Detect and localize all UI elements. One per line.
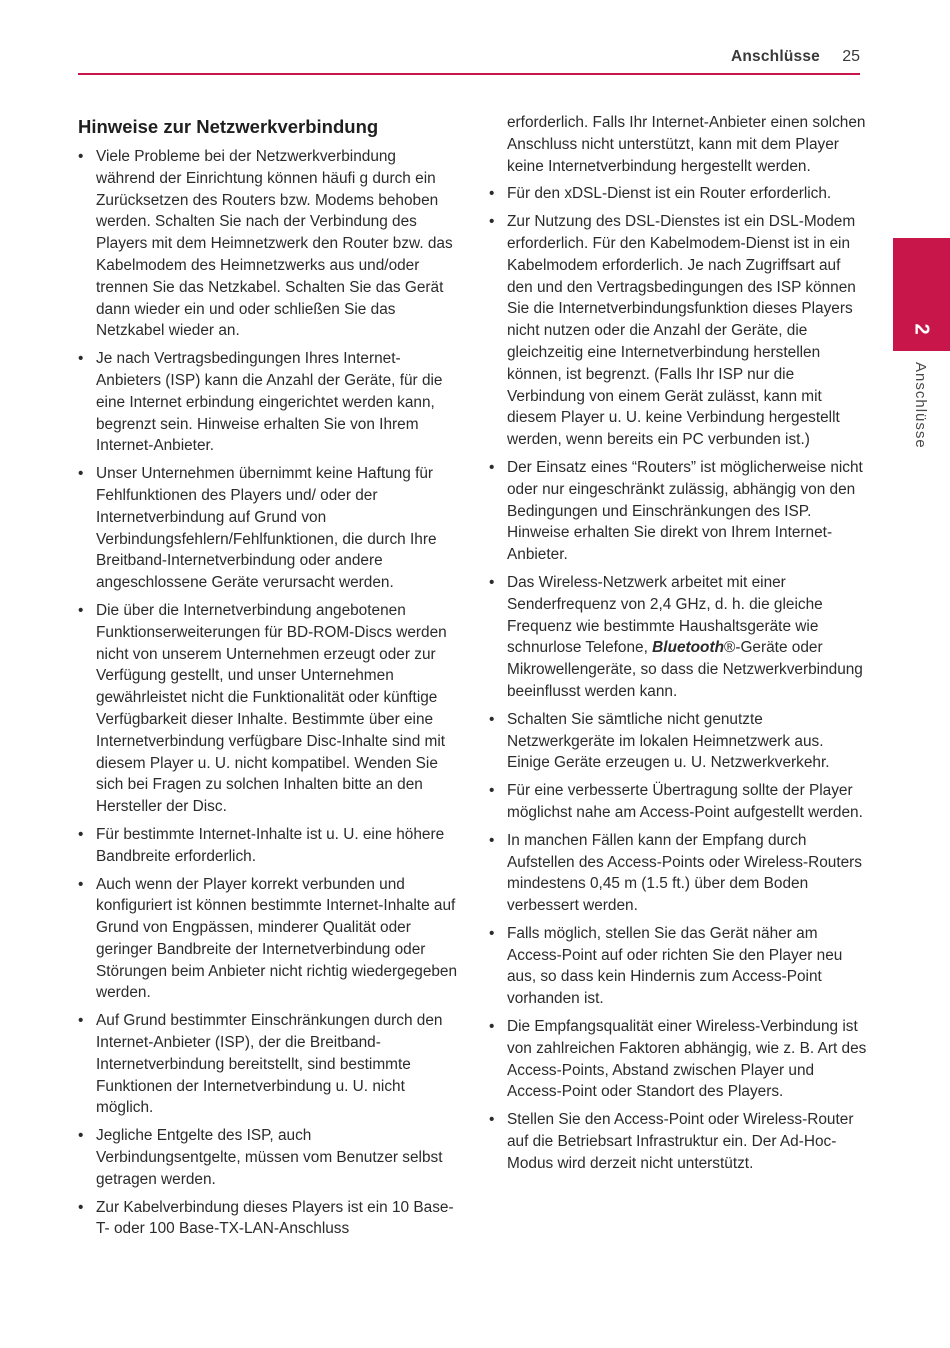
bluetooth-brand: Bluetooth [652,639,724,657]
list-item: • Jegliche Entgelte des ISP, auch Verbindungsentgelte, müssen vom Benutzer selbst getragen werden. [78,1125,458,1190]
header-section-title: Anschlüsse [730,48,820,65]
left-bullet-list [78,146,458,1240]
left-column [78,112,458,1246]
list-item: • Zur Nutzung des DSL-Dienstes ist ein DSL-Modem erforderlich. Für den Kabelmodem-Dienst ist in ein Kabelmodem erforderlich. Je nach Zugriffsart auf den und den Vertragsbedingungen des ISP können Sie die Internetverbindungsfunktion dieses Players nicht nutzen oder die Anzahl der Geräte, die gleichzeitig eine Internetverbindung herstellen können, ist begrenzt. (Falls Ihr ISP nur die Verbindung von einem Gerät zulässt, kann mit diesem Player u. U. keine Verbindung hergestellt werden, wenn bereits ein PC verbunden ist.) [489,211,870,451]
section-heading: Hinweise zur Netzwerkverbindung [78,116,379,137]
list-item: • Auf Grund bestimmter Einschränkungen durch den Internet-Anbieter (ISP), der die Breitband-Internetverbindung bereitstellt, sind bestimmte Funktionen der Internetverbindung u. U. nicht möglich. [78,1010,458,1119]
right-bullet-list [489,183,870,1174]
list-item: • Auch wenn der Player korrekt verbunden und konfiguriert ist können bestimmte Internet-Inhalte auf Grund von Engpässen, minderer Qualität oder geringer Bandbreite der Internetverbindung oder Störungen beim Anbieter nicht richtig wiedergegeben werden. [78,874,458,1005]
chapter-tab [893,238,950,351]
list-item: • Die Empfangsqualität einer Wireless-Verbindung ist von zahlreichen Faktoren abhängig, wie z. B. Art des Access-Points, Abstand zwischen Player und Access-Point oder Standort des Players. [489,1016,870,1103]
list-item: • Je nach Vertragsbedingungen Ihres Internet-Anbieters (ISP) kann die Anzahl der Geräte, für die eine Internet erbindung eingerichtet werden kann, begrenzt sein. Hinweise erhalten Sie von Ihrem Internet-Anbieter. [78,348,458,457]
list-item: • Stellen Sie den Access-Point oder Wireless-Router auf die Betriebsart Infrastruktur ein. Der Ad-Hoc-Modus wird derzeit nicht unterstützt. [489,1109,870,1174]
list-item-wireless [489,572,870,703]
list-item: • Die über die Internetverbindung angebotenen Funktionserweiterungen für BD-ROM-Discs werden nicht von unserem Unternehmen erzeugt oder zur Verfügung gestellt, und unser Unternehmen gewährleistet nicht die Funktionalität oder künftige Verfügbarkeit dieser Inhalte. Bestimmte über eine Internetverbindung verfügbare Disc-Inhalte sind mit diesem Player u. U. nicht kompatibel. Wenden Sie sich bei Fragen zu solchen Inhalten bitte an den Hersteller der Disc. [78,600,458,818]
list-item: • Unser Unternehmen übernimmt keine Haftung für Fehlfunktionen des Players und/ oder der Internetverbindung auf Grund von Verbindungsfehlern/Fehlfunktionen, die durch Ihre Breitband-Internetverbindung oder andere angeschlossene Geräte verursacht werden. [78,463,458,594]
list-item: • Falls möglich, stellen Sie das Gerät näher am Access-Point auf oder richten Sie den Player neu aus, so dass kein Hindernis zum Access-Point vorhanden ist. [489,923,870,1010]
page-number: 25 [842,48,860,65]
list-item: • Für bestimmte Internet-Inhalte ist u. U. eine höhere Bandbreite erforderlich. [78,824,458,868]
header-divider [78,73,860,75]
wireless-text-before: Das Wireless-Netzwerk arbeitet mit einer Senderfrequenz von 2,4 GHz, d. h. die gleiche Frequenz wie bestimmte Haushaltsgeräte wie schnurlose Telefone, [507,573,823,657]
wireless-text-after: ®-Geräte oder Mikrowellengeräte, so dass die Netzwerkverbindung beeinflusst werden kann. [507,639,863,700]
list-item: • Viele Probleme bei der Netzwerkverbindung während der Einrichtung können häufi g durch ein Zurücksetzen des Routers bzw. Modems behoben werden. Schalten Sie nach der Verbindung des Players mit dem Heimnetzwerk den Router bzw. das Kabelmodem des Heimnetzwerks aus und/oder trennen Sie das Netzkabel. Schalten Sie das Gerät dann wieder ein und oder schließen Sie das Netzkabel wieder an. [78,146,458,342]
list-item: • In manchen Fällen kann der Empfang durch Aufstellen des Access-Points oder Wireless-Routers mindestens 0,45 m (1.5 ft.) über dem Boden verbessert werden. [489,830,870,917]
list-item: • Zur Kabelverbindung dieses Players ist ein 10 Base-T- oder 100 Base-TX-LAN-Anschluss [78,1197,458,1241]
right-column [489,112,870,1181]
chapter-side-label: Anschlüsse [912,362,929,449]
list-item: • Der Einsatz eines “Routers” ist möglicherweise nicht oder nur eingeschränkt zulässig, abhängig von den Bedingungen und Einschränkungen des ISP. Hinweise erhalten Sie direkt von Ihrem Internet-Anbieter. [489,457,870,566]
list-item: • Für eine verbesserte Übertragung sollte der Player möglichst nahe am Access-Point aufgestellt werden. [489,780,870,824]
list-item: • Schalten Sie sämtliche nicht genutzte Netzwerkgeräte im lokalen Heimnetzwerk aus. Einige Geräte erzeugen u. U. Netzwerkverkehr. [489,709,870,774]
page-header [78,48,860,74]
chapter-tab-number: 2 [910,323,933,335]
list-item: • Für den xDSL-Dienst ist ein Router erforderlich. [489,183,870,205]
continued-text: erforderlich. Falls Ihr Internet-Anbieter einen solchen Anschluss nicht unterstützt, kann mit dem Player keine Internetverbindung hergestellt werden. [507,114,866,175]
